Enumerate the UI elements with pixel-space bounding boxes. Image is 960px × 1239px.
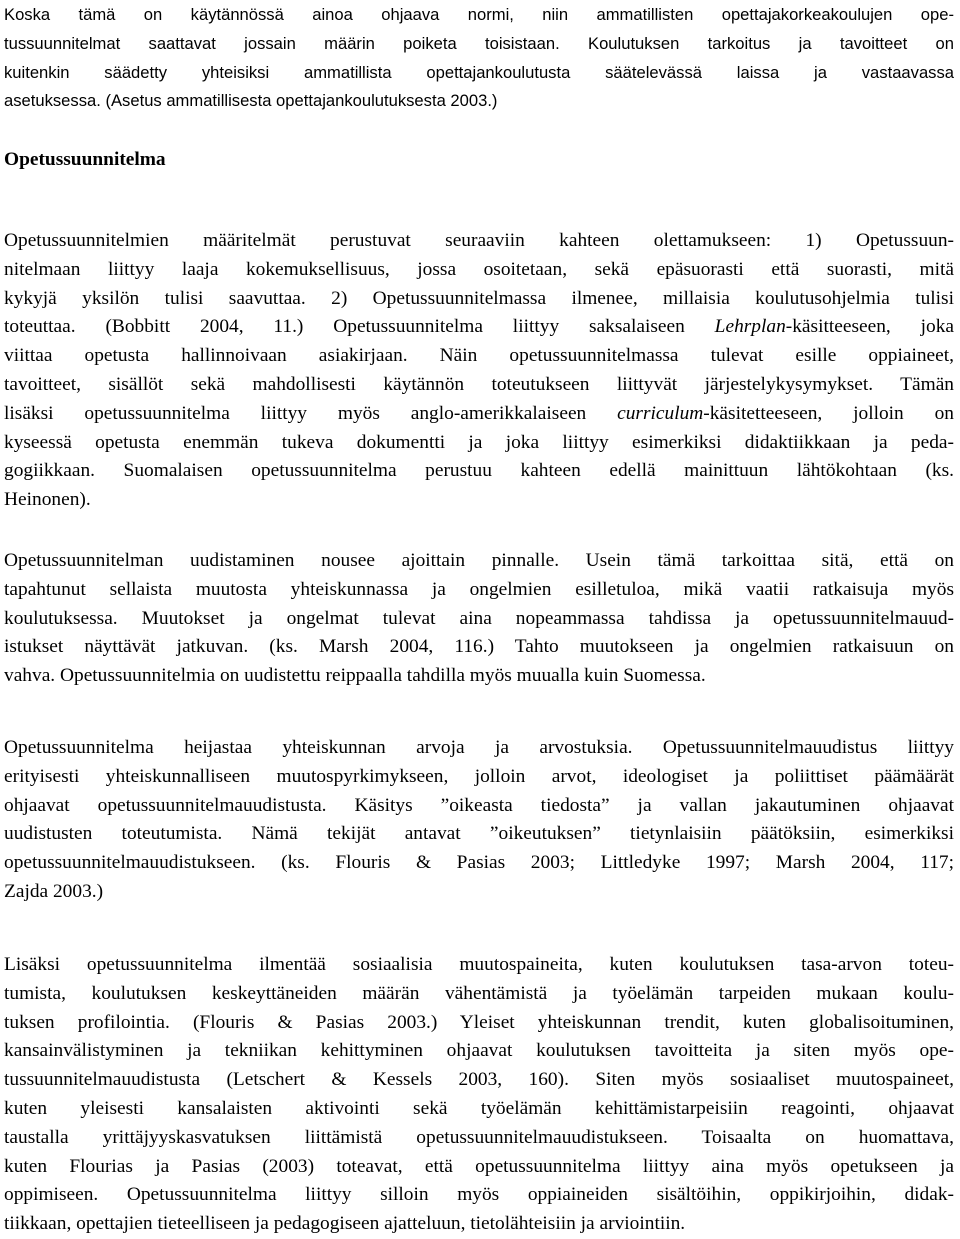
text-line: erityisesti yhteiskunnalliseen muutospyrkimykseen, jolloin arvot, ideologiset ja poliittiset päämäärät — [4, 765, 954, 787]
text-line: gogiikkaan. Suomalaisen opetussuunnitelma perustuu kahteen edellä mainittuun lähtökohtaan (ks. — [4, 460, 954, 482]
italic-term: curriculum — [617, 402, 704, 424]
paragraph-social-pressures — [4, 951, 954, 1239]
text-segment: -käsitetteeseen, jolloin on — [703, 402, 954, 424]
text-line: viittaa opetusta hallinnoivaan asiakirjaan. Näin opetussuunnitelmassa tulevat esille oppiaineet, — [4, 345, 954, 367]
text-segment: -käsitteeseen, joka — [785, 316, 954, 338]
text-line: nitelmaan liittyy laaja kokemuksellisuus, jossa osoitetaan, sekä epäsuorasti että suorasti, mitä — [4, 258, 954, 280]
text-segment: toteuttaa. (Bobbitt 2004, 11.) Opetussuunnitelma liittyy saksalaiseen — [4, 316, 715, 338]
text-line: Heinonen). — [4, 489, 91, 511]
text-line: Lisäksi opetussuunnitelma ilmentää sosiaalisia muutospaineita, kuten koulutuksen tasa-arvon toteu- — [4, 954, 954, 975]
text-line: tapahtunut sellaista muutosta yhteiskunnassa ja ongelmien esilletuloa, mikä vaatii ratkaisuja myös — [4, 578, 954, 600]
text-line: kuten Flourias ja Pasias (2003) toteavat, että opetussuunnitelma liittyy aina myös opetukseen ja — [4, 1155, 954, 1177]
text-line: Opetussuunnitelmien määritelmät perustuvat seuraaviin kahteen olettamukseen: 1) Opetussuun- — [4, 230, 954, 251]
paragraph-renewal — [4, 547, 954, 691]
intro-paragraph — [4, 1, 954, 116]
text-line — [4, 400, 954, 429]
text-line: kuitenkin säädetty yhteisiksi ammatillista opettajankoulutusta säätelevässä laissa ja vastaavassa — [4, 62, 954, 82]
text-line: Opetussuunnitelman uudistaminen nousee ajoittain pinnalle. Usein tämä tarkoittaa sitä, että on — [4, 550, 954, 571]
text-line: istukset näyttävät jatkuvan. (ks. Marsh 2004, 116.) Tahto muutokseen ja ongelmien ratkaisuun on — [4, 636, 954, 658]
text-line: taustalla yrittäjyyskasvatuksen liittämistä opetussuunnitelmauudistukseen. Toisaalta on huomattava, — [4, 1126, 954, 1148]
text-line: oppimiseen. Opetussuunnitelma liittyy silloin myös oppiaineiden sisältöihin, oppikirjoihin, didak- — [4, 1184, 954, 1206]
text-line: tumista, koulutuksen keskeyttäneiden määrän vähentämistä ja työelämän tarpeiden mukaan koulu- — [4, 982, 954, 1004]
text-line: koulutuksessa. Muutokset ja ongelmat tulevat aina nopeammassa tahdissa ja opetussuunnitelmauud- — [4, 607, 954, 629]
text-line: tussuunnitelmat saattavat jossain määrin poiketa toisistaan. Koulutuksen tarkoitus ja tavoitteet on — [4, 33, 954, 53]
italic-term: Lehrplan — [714, 316, 786, 338]
text-line: Zajda 2003.) — [4, 880, 104, 902]
text-line: kyseessä opetusta enemmän tukeva dokumentti ja joka liittyy esimerkiksi didaktiikkaan ja peda- — [4, 431, 954, 453]
text-line: uudistusten toteutumista. Nämä tekijät antavat ”oikeutuksen” tietynlaisiin päätöksiin, esimerkiksi — [4, 823, 954, 845]
text-line: ohjaavat opetussuunnitelmauudistusta. Käsitys ”oikeasta tiedosta” ja vallan jakautuminen ohjaavat — [4, 794, 954, 816]
text-line: asetuksessa. (Asetus ammatillisesta opettajankoulutuksesta 2003.) — [4, 91, 498, 111]
text-line — [4, 313, 954, 342]
paragraph-definitions — [4, 227, 954, 515]
text-line: kansainvälistyminen ja tekniikan kehittyminen ohjaavat koulutuksen tavoitteita ja siten myös ope- — [4, 1040, 954, 1062]
paragraph-values — [4, 734, 954, 907]
text-line: Koska tämä on käytännössä ainoa ohjaava normi, niin ammatillisten opettajakorkeakoulujen ope- — [4, 5, 954, 24]
text-line: Opetussuunnitelma heijastaa yhteiskunnan arvoja ja arvostuksia. Opetussuunnitelmauudistus liittyy — [4, 737, 954, 758]
section-heading: Opetussuunnitelma — [4, 149, 166, 170]
text-line: kykyjä yksilön tulisi saavuttaa. 2) Opetussuunnitelmassa ilmenee, millaisia koulutusohjelmia tulisi — [4, 287, 954, 309]
text-line: tavoitteet, sisällöt sekä mahdollisesti käytännön toteutukseen liittyvät järjestelykysymykset. Tämän — [4, 373, 954, 395]
text-segment: lisäksi opetussuunnitelma liittyy myös anglo-amerikkalaiseen — [4, 402, 618, 424]
text-line: tussuunnitelmauudistusta (Letschert & Kessels 2003, 160). Siten myös sosiaaliset muutospaineet, — [4, 1069, 954, 1091]
text-line: vahva. Opetussuunnitelmia on uudistettu reippaalla tahdilla myös muualla kuin Suomessa. — [4, 665, 706, 687]
text-line: kuten yleisesti kansalaisten aktivointi sekä työelämän kehittämistarpeisiin reagointi, ohjaavat — [4, 1097, 954, 1119]
text-line: opetussuunnitelmauudistukseen. (ks. Flouris & Pasias 2003; Littledyke 1997; Marsh 2004, 117; — [4, 852, 954, 874]
text-line: tiikkaan, opettajien tieteelliseen ja pedagogiseen ajatteluun, tietolähteisiin ja arviointiin. — [4, 1213, 686, 1235]
text-line: tuksen profilointia. (Flouris & Pasias 2003.) Yleiset yhteiskunnan trendit, kuten globalisoituminen, — [4, 1011, 954, 1033]
